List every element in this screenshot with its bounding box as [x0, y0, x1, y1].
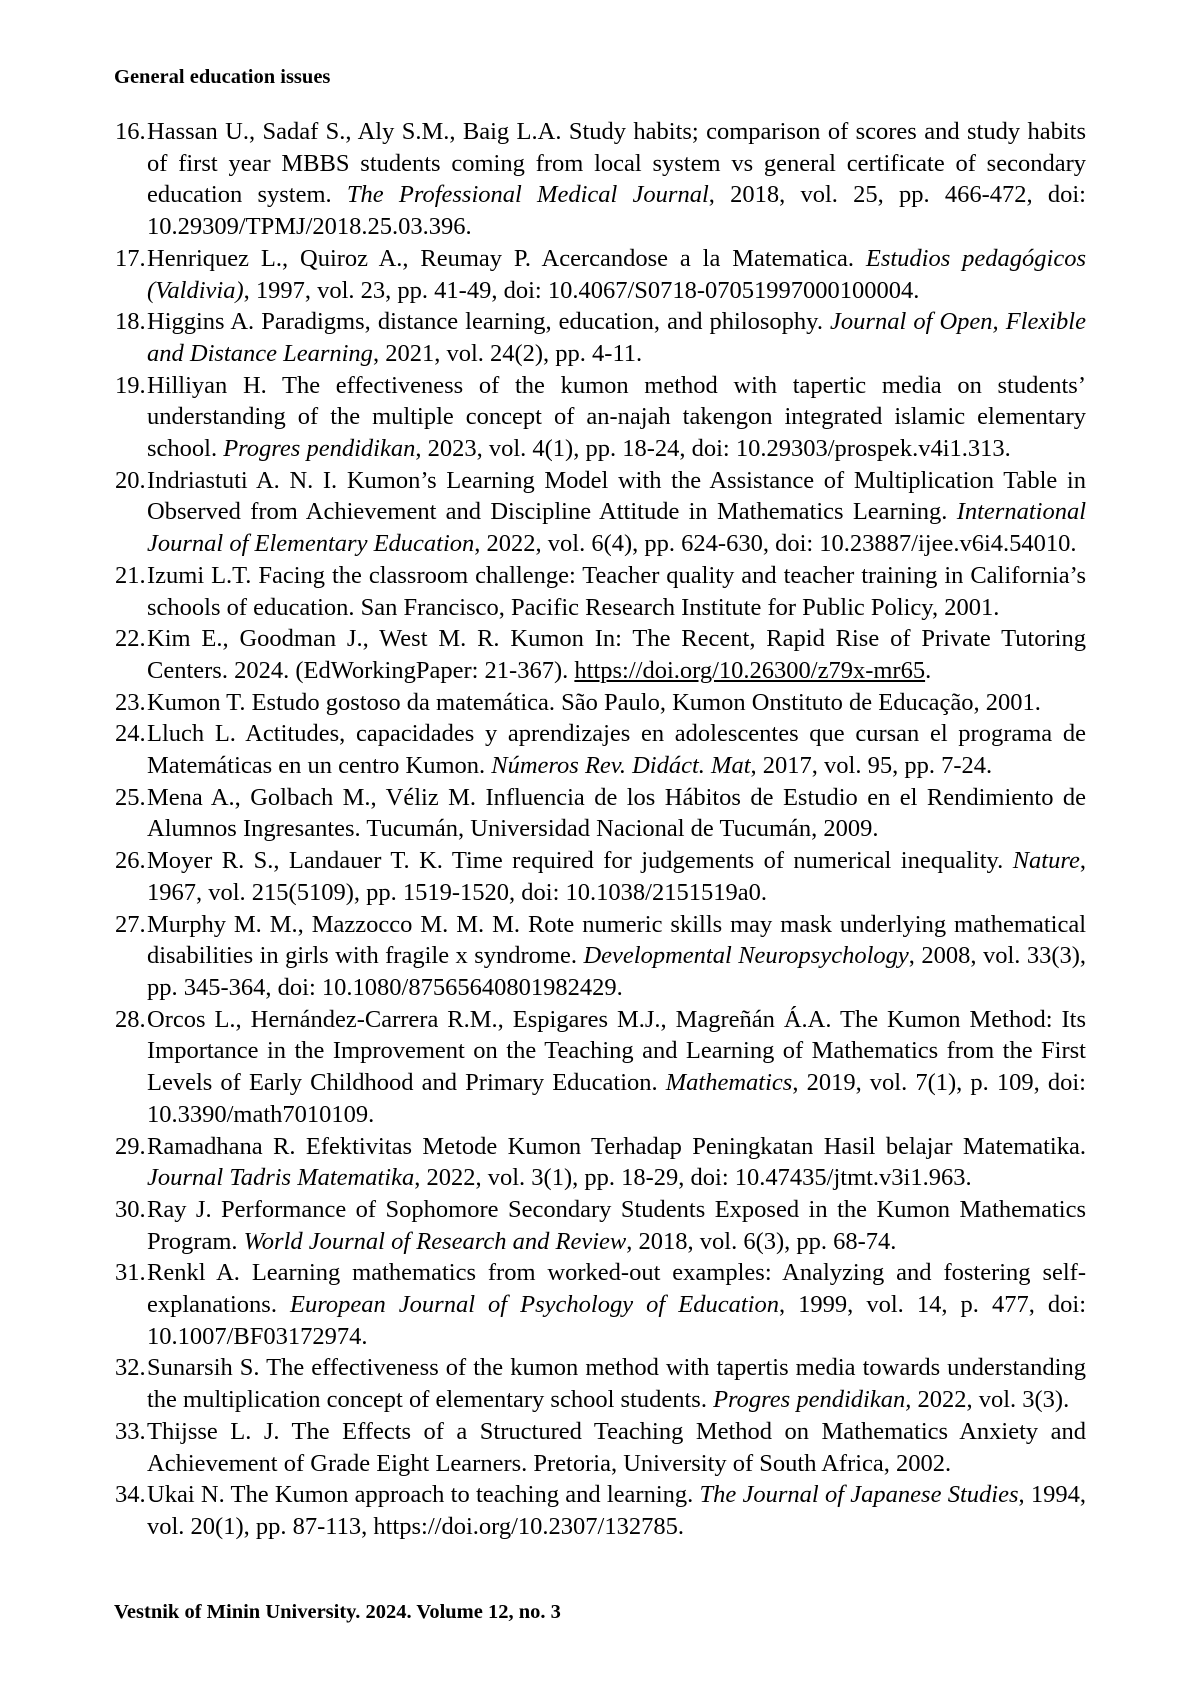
reference-item — [115, 1416, 1086, 1479]
reference-number: 32. — [115, 1354, 146, 1382]
reference-number: 34. — [115, 1481, 146, 1509]
reference-text-segment: Higgins A. Paradigms, distance learning, education, and philosophy. — [147, 308, 831, 336]
reference-item — [115, 909, 1086, 1004]
reference-text-segment: , 1994, vol. 20(1), pp. 87-113, https://doi.org/10.2307/132785. — [147, 1481, 1087, 1540]
reference-number: 33. — [115, 1417, 146, 1445]
reference-number: 21. — [115, 561, 146, 589]
reference-number: 16. — [115, 118, 146, 145]
reference-text-segment: Murphy M. M., Mazzocco M. M. M. Rote numeric skills may mask underlying mathematical disabilities in girls with fragile x syndrome. — [147, 910, 1086, 970]
reference-item — [115, 623, 1086, 686]
reference-text-segment: Renkl A. Learning mathematics from worked-out examples: Analyzing and fostering self-explanations. — [147, 1259, 1086, 1319]
reference-item — [115, 116, 1086, 243]
journal-title: The Professional Medical Journal — [346, 181, 709, 209]
reference-text-segment: Kim E., Goodman J., West M. R. Kumon In: The Recent, Rapid Rise of Private Tutoring Centers. 2024. (EdWorkingPaper: 21-367). — [147, 625, 1086, 684]
reference-number: 30. — [115, 1195, 146, 1223]
journal-title: Progres pendidikan, — [713, 1386, 912, 1414]
reference-text-segment: , 2008, vol. 33(3), pp. 345-364, doi: 10.1080/87565640801982429. — [147, 942, 1087, 1001]
reference-item — [115, 687, 1086, 719]
reference-number: 23. — [115, 688, 146, 716]
reference-item — [115, 1479, 1086, 1542]
reference-number: 24. — [115, 720, 146, 748]
reference-number: 17. — [115, 244, 146, 272]
reference-text — [147, 1416, 1086, 1479]
reference-number: 25. — [115, 783, 146, 811]
reference-text-segment: Hassan U., Sadaf S., Aly S.M., Baig L.A. Study habits; comparison of scores and study habits of first year MBBS students coming from local system vs general certificate of secondary education system. — [147, 118, 1086, 209]
reference-text-segment: , 2021, vol. 24(2), pp. 4-11. — [372, 339, 643, 367]
reference-text-segment: , 2019, vol. 7(1), p. 109, doi: 10.3390/math7010109. — [147, 1069, 1086, 1128]
reference-text-segment: Indriastuti A. N. I. Kumon’s Learning Model with the Assistance of Multiplication Table in Observed from Achievement and Discipline Attitude in Mathematics Learning. — [147, 466, 1086, 526]
reference-text — [147, 306, 1086, 369]
reference-item — [115, 1352, 1086, 1415]
reference-item — [115, 782, 1086, 845]
reference-list — [115, 116, 1086, 1543]
reference-text — [147, 1257, 1086, 1352]
reference-text — [147, 560, 1086, 623]
reference-text — [147, 782, 1086, 845]
reference-text-segment: Lluch L. Actitudes, capacidades y aprendizajes en adolescentes que cursan el programa de Matemáticas en un centro Kumon. — [147, 720, 1086, 780]
page-header: General education issues — [114, 66, 331, 88]
reference-item — [115, 718, 1086, 781]
reference-text — [147, 1479, 1086, 1542]
journal-title: The Journal of Japanese Studies — [699, 1481, 1019, 1509]
journal-title: Nature — [1012, 847, 1080, 875]
reference-text — [147, 1194, 1086, 1257]
reference-number: 26. — [115, 847, 146, 875]
journal-title: Journal Tadris Matematika — [147, 1164, 415, 1192]
reference-text — [147, 465, 1086, 560]
reference-text-segment: Sunarsih S. The effectiveness of the kumon method with tapertis media towards understanding the multiplication concept of elementary school students. — [147, 1354, 1086, 1414]
reference-text-segment: , 2018, vol. 25, pp. 466-472, doi: 10.29309/TPMJ/2018.25.03.396. — [147, 181, 1086, 241]
reference-number: 27. — [115, 910, 146, 938]
reference-item — [115, 465, 1086, 560]
page-footer: Vestnik of Minin University. 2024. Volume 12, no. 3 — [114, 1601, 561, 1623]
reference-number: 18. — [115, 308, 146, 336]
reference-text — [147, 623, 1086, 686]
journal-title: Journal of Open, Flexible and Distance Learning — [147, 308, 1086, 367]
reference-number: 22. — [115, 625, 146, 653]
reference-text-segment: , 2018, vol. 6(3), pp. 68-74. — [626, 1227, 897, 1255]
reference-text-segment: Ramadhana R. Efektivitas Metode Kumon Terhadap Peningkatan Hasil belajar Matematika. — [147, 1132, 1086, 1160]
reference-text — [147, 1131, 1086, 1194]
reference-text-segment: Moyer R. S., Landauer T. K. Time required for judgements of numerical inequality. — [147, 847, 1013, 875]
reference-text — [147, 1352, 1086, 1415]
reference-item — [115, 1004, 1086, 1131]
reference-text-segment: , 2022, vol. 3(1), pp. 18-29, doi: 10.47435/jtmt.v3i1.963. — [414, 1164, 972, 1192]
journal-title: Developmental Neuropsychology — [583, 942, 909, 970]
reference-item — [115, 1194, 1086, 1257]
reference-text-segment: Kumon T. Estudo gostoso da matemática. São Paulo, Kumon Onstituto de Educação, 2001. — [147, 688, 1041, 716]
reference-item — [115, 1131, 1086, 1194]
reference-text — [147, 116, 1086, 243]
reference-text-segment: , 1967, vol. 215(5109), pp. 1519-1520, doi: 10.1038/2151519a0. — [147, 847, 1086, 906]
reference-text — [147, 909, 1086, 1004]
reference-item — [115, 243, 1086, 306]
reference-item — [115, 370, 1086, 465]
reference-text-segment: , 2017, vol. 95, pp. 7-24. — [750, 752, 993, 780]
reference-text-segment: Mena A., Golbach M., Véliz M. Influencia de los Hábitos de Estudio en el Rendimiento de Alumnos Ingresantes. Tucumán, Universidad Nacional de Tucumán, 2009. — [147, 783, 1086, 843]
reference-text — [147, 243, 1086, 306]
journal-title: Números Rev. Didáct. Mat — [491, 752, 751, 780]
reference-item — [115, 845, 1086, 908]
reference-text-segment: , 1999, vol. 14, p. 477, doi: 10.1007/BF03172974. — [147, 1291, 1086, 1350]
reference-text-segment: , 2022, vol. 6(4), pp. 624-630, doi: 10.23887/ijee.v6i4.54010. — [474, 530, 1077, 558]
journal-title: Mathematics — [665, 1069, 793, 1097]
reference-text — [147, 687, 1086, 719]
doi-link[interactable]: https://doi.org/10.26300/z79x-mr65 — [574, 656, 926, 684]
reference-text-segment: Hilliyan H. The effectiveness of the kumon method with tapertic media on students’ understanding of the multiple concept of an-najah takengon integrated islamic elementary school. — [147, 371, 1086, 463]
reference-text-segment: , 2023, vol. 4(1), pp. 18-24, doi: 10.29303/prospek.v4i1.313. — [415, 435, 1011, 463]
reference-text-segment: Orcos L., Hernández-Carrera R.M., Espigares M.J., Magreñán Á.A. The Kumon Method: Its Importance in the Improvement on the Teaching and Learning of Mathematics from the First Levels of Early Childhood and Primary Education. — [147, 1005, 1086, 1097]
reference-text-segment: , 1997, vol. 23, pp. 41-49, doi: 10.4067/S0718-07051997000100004. — [243, 276, 920, 304]
reference-text-segment: . — [925, 656, 932, 684]
reference-text-segment: Ray J. Performance of Sophomore Secondary Students Exposed in the Kumon Mathematics Program. — [147, 1195, 1086, 1255]
reference-text — [147, 718, 1086, 781]
reference-text — [147, 370, 1086, 465]
reference-text-segment: 2022, vol. 3(3). — [911, 1386, 1070, 1414]
journal-title: European Journal of Psychology of Education — [290, 1291, 779, 1319]
reference-number: 29. — [115, 1132, 146, 1160]
reference-text-segment: Izumi L.T. Facing the classroom challenge: Teacher quality and teacher training in California’s schools of education. San Francisco, Pacific Research Institute for Public Policy, 2001. — [147, 561, 1086, 621]
reference-text-segment: Ukai N. The Kumon approach to teaching and learning. — [147, 1481, 700, 1509]
reference-number: 31. — [115, 1259, 146, 1287]
reference-item — [115, 1257, 1086, 1352]
journal-title: International Journal of Elementary Education — [147, 498, 1086, 558]
reference-number: 19. — [115, 371, 146, 399]
journal-title: World Journal of Research and Review — [243, 1227, 627, 1255]
reference-number: 28. — [115, 1005, 146, 1033]
reference-text-segment: Henriquez L., Quiroz A., Reumay P. Acercandose a la Matematica. — [147, 244, 866, 272]
reference-text — [147, 845, 1086, 908]
reference-text-segment: Thijsse L. J. The Effects of a Structured Teaching Method on Mathematics Anxiety and Achievement of Grade Eight Learners. Pretoria, University of South Africa, 2002. — [147, 1417, 1086, 1477]
journal-title: Progres pendidikan — [223, 435, 416, 463]
reference-item — [115, 560, 1086, 623]
reference-item — [115, 306, 1086, 369]
reference-text — [147, 1004, 1086, 1131]
journal-title: Estudios pedagógicos (Valdivia) — [147, 244, 1086, 304]
reference-number: 20. — [115, 466, 146, 494]
